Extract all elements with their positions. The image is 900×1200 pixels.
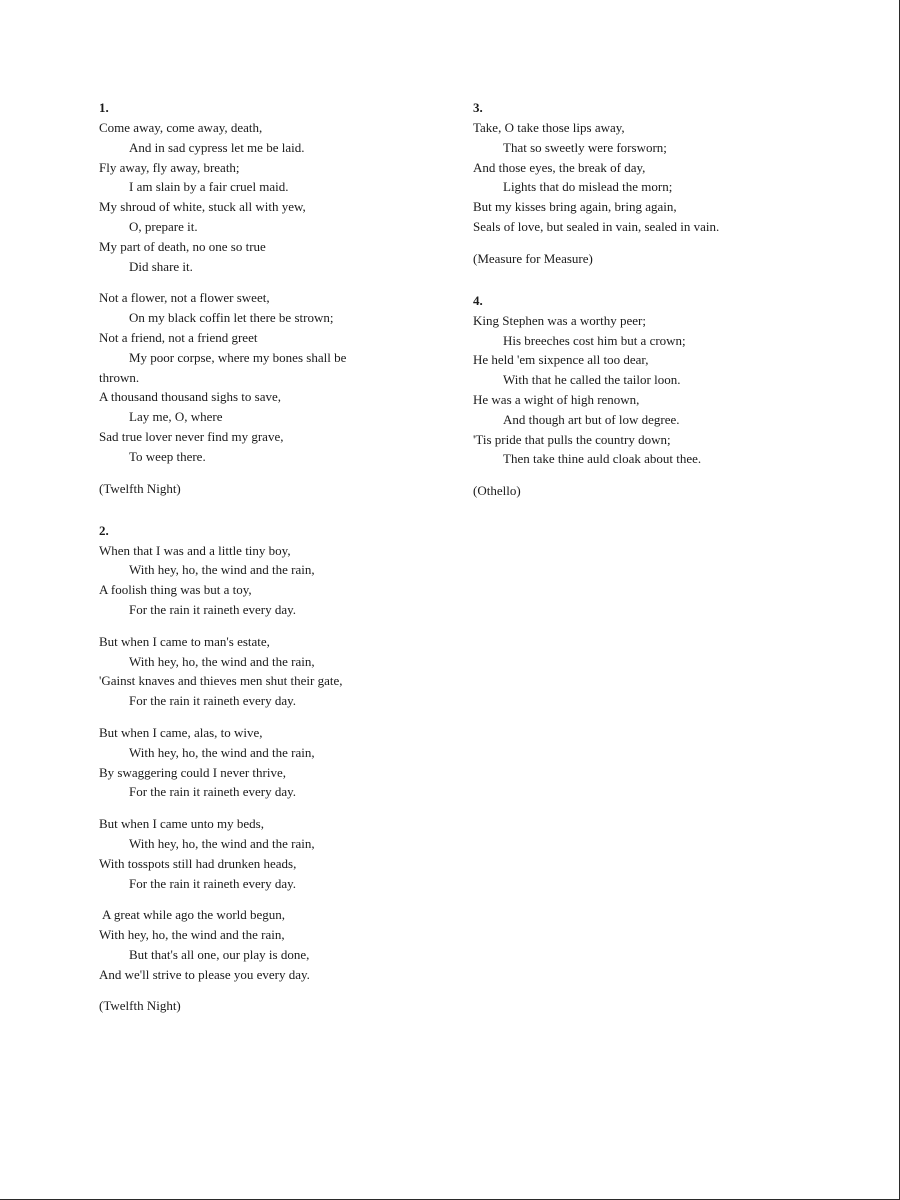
verse-line: Seals of love, but sealed in vain, sealed in vain. [473, 218, 720, 234]
verse-line: I am slain by a fair cruel maid. [129, 179, 289, 195]
song-number: 1. [99, 100, 109, 115]
verse-line: Lights that do mislead the morn; [503, 179, 673, 195]
verse-line: And in sad cypress let me be laid. [129, 139, 305, 155]
verse-line: For the rain it raineth every day. [129, 784, 297, 800]
song-number: 2. [99, 522, 109, 538]
verse-line: Sad true lover never find my grave, [99, 428, 284, 444]
verse-line: He was a wight of high renown, [473, 391, 640, 407]
song-2 [99, 521, 399, 1017]
song-source: (Twelfth Night) [99, 480, 181, 496]
verse-line: Come away, come away, death, [99, 120, 263, 135]
verse-line: But when I came unto my beds, [99, 816, 264, 832]
song-1 [99, 98, 399, 499]
verse-line: With that he called the tailor loon. [503, 372, 681, 388]
stanza [99, 723, 399, 802]
verse-line: A foolish thing was but a toy, [99, 582, 252, 598]
verse-line: O, prepare it. [129, 218, 198, 234]
song-source: (Twelfth Night) [99, 998, 181, 1014]
verse-line: And those eyes, the break of day, [473, 159, 646, 175]
verse-line: Fly away, fly away, breath; [99, 159, 240, 175]
verse-line: When that I was and a little tiny boy, [99, 542, 291, 558]
verse-line: With tosspots still had drunken heads, [99, 855, 297, 871]
song-number: 3. [473, 100, 483, 115]
verse-line: On my black coffin let there be strown; [129, 310, 334, 326]
stanza [99, 118, 399, 276]
verse-line: A thousand thousand sighs to save, [99, 389, 281, 405]
verse-line: Take, O take those lips away, [473, 120, 625, 135]
verse-line: Lay me, O, where [129, 409, 223, 425]
verse-line: My shroud of white, stuck all with yew, [99, 199, 306, 215]
verse-line: For the rain it raineth every day. [129, 601, 297, 617]
song-3 [473, 98, 773, 269]
verse-line: His breeches cost him but a crown; [503, 332, 686, 348]
song-4 [473, 291, 773, 501]
verse-line: My part of death, no one so true [99, 238, 266, 254]
right-column [473, 98, 773, 523]
stanza [99, 905, 399, 984]
verse-line: With hey, ho, the wind and the rain, [99, 927, 285, 943]
verse-line: But when I came to man's estate, [99, 633, 270, 649]
verse-line: A great while ago the world begun, [102, 907, 286, 923]
verse-line: 'Tis pride that pulls the country down; [473, 431, 671, 447]
verse-line: To weep there. [129, 448, 206, 464]
verse-line: By swaggering could I never thrive, [99, 764, 287, 780]
verse-line: But when I came, alas, to wive, [99, 724, 263, 740]
verse-line: For the rain it raineth every day. [129, 693, 297, 709]
stanza [99, 814, 399, 893]
left-column [99, 98, 399, 1038]
verse-line: But my kisses bring again, bring again, [473, 199, 677, 215]
verse-line: Not a flower, not a flower sweet, [99, 290, 270, 306]
verse-line: Then take thine auld cloak about thee. [503, 451, 702, 467]
verse-line: King Stephen was a worthy peer; [473, 312, 646, 328]
stanza [99, 541, 399, 620]
verse-line: With hey, ho, the wind and the rain, [129, 744, 315, 760]
song-source: (Othello) [473, 483, 521, 499]
verse-line: He held 'em sixpence all too dear, [473, 352, 649, 368]
verse-line: My poor corpse, where my bones shall be [129, 349, 347, 365]
verse-line: With hey, ho, the wind and the rain, [129, 653, 315, 669]
stanza [473, 311, 773, 469]
verse-line: But that's all one, our play is done, [129, 946, 310, 962]
verse-line: With hey, ho, the wind and the rain, [129, 835, 315, 851]
verse-line: For the rain it raineth every day. [129, 875, 297, 891]
stanza [473, 118, 773, 237]
stanza [99, 632, 399, 711]
song-number: 4. [473, 292, 483, 308]
verse-line: Not a friend, not a friend greet [99, 329, 258, 345]
verse-line: And though art but of low degree. [503, 411, 680, 427]
song-source: (Measure for Measure) [473, 250, 593, 266]
verse-line: That so sweetly were forsworn; [503, 139, 667, 155]
verse-line: Did share it. [129, 258, 193, 274]
verse-line: thrown. [99, 369, 140, 385]
verse-line: And we'll strive to please you every day. [99, 966, 310, 982]
stanza [99, 288, 399, 466]
verse-line: 'Gainst knaves and thieves men shut their gate, [99, 673, 343, 689]
verse-line: With hey, ho, the wind and the rain, [129, 562, 315, 578]
